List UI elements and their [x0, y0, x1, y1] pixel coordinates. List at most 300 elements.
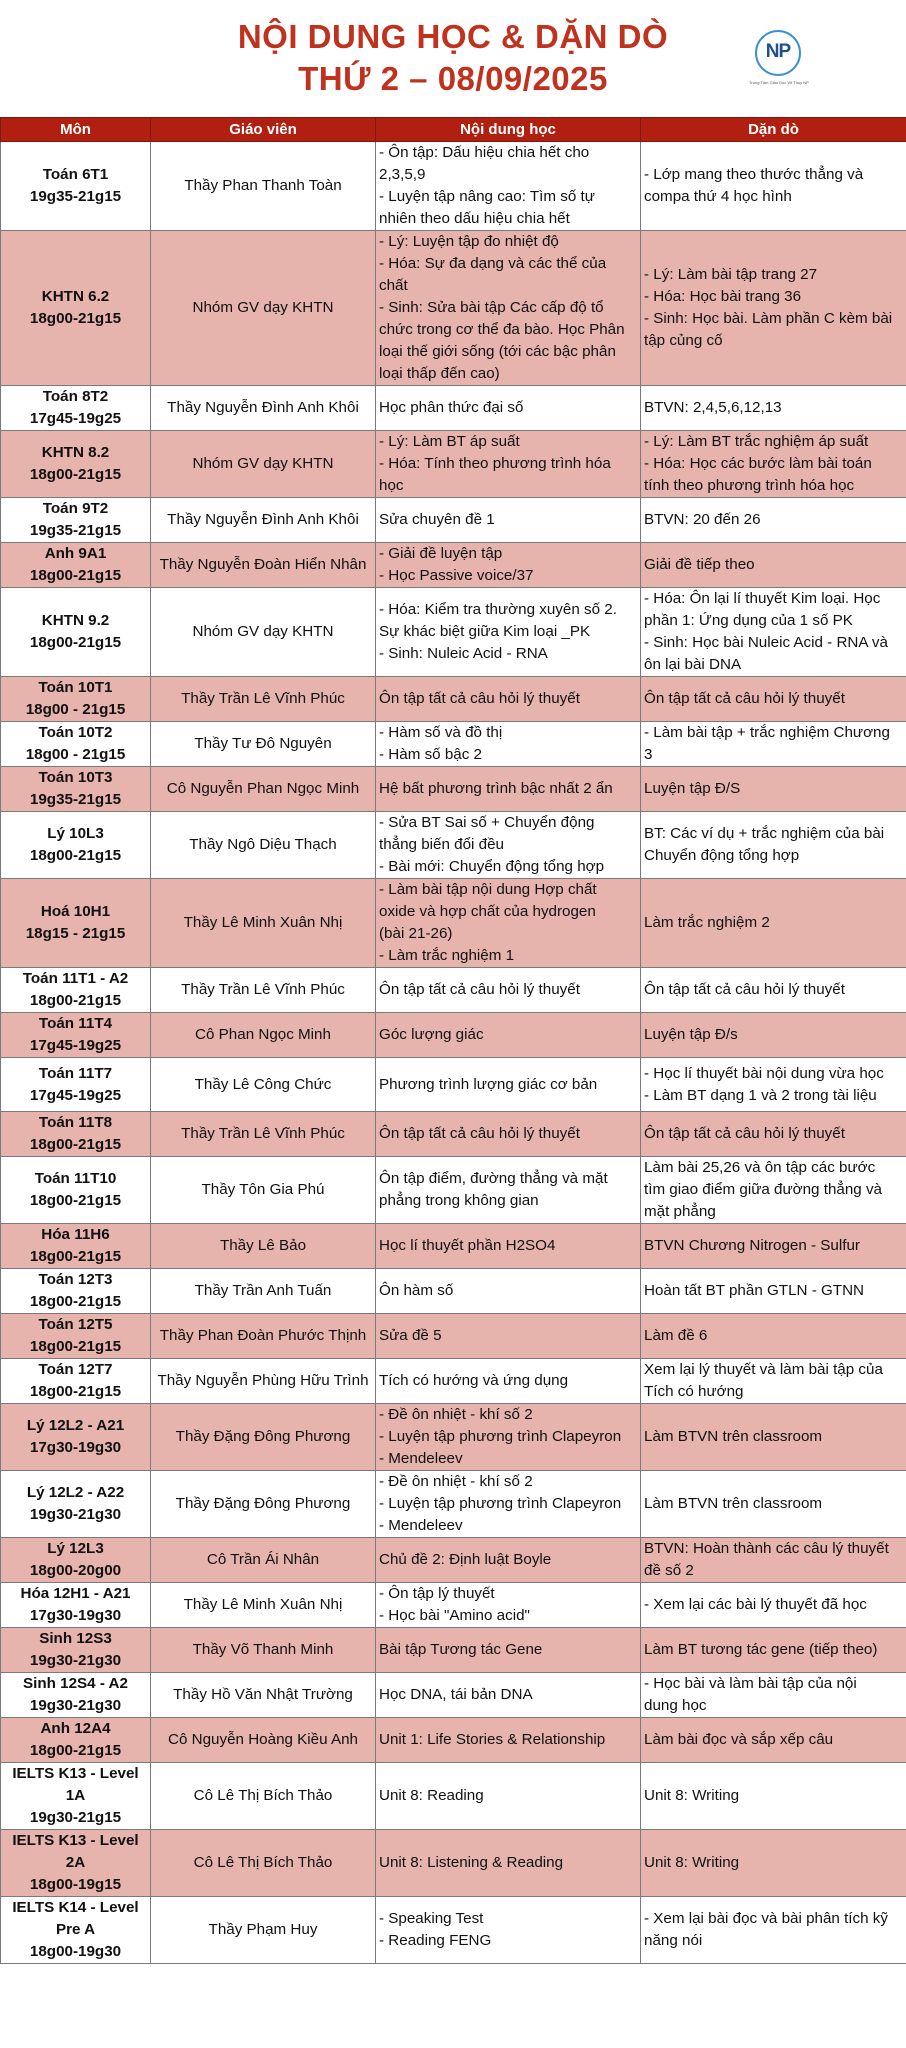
cell-line: nhiên theo dấu hiệu chia hết [379, 210, 570, 227]
cell-line: Luyện tập Đ/S [644, 780, 741, 797]
cell-teacher: Cô Nguyễn Phan Ngọc Minh [151, 767, 376, 812]
table-row [1, 543, 906, 588]
table-row [1, 879, 906, 968]
cell-content [376, 1058, 641, 1112]
cell-line: 18g00-21g15 [29, 992, 122, 1009]
cell-line: đề số 2 [644, 1562, 694, 1579]
cell-teacher: Thầy Võ Thanh Minh [151, 1628, 376, 1673]
cell-homework [641, 1157, 906, 1224]
cell-line: Học lí thuyết phần H2SO4 [379, 1237, 556, 1254]
cell-line: 18g00-21g15 [29, 1742, 122, 1759]
cell-line: năng nói [644, 1932, 703, 1949]
cell-line: 18g00-19g15 [29, 1876, 122, 1893]
cell-line: - Học bài và làm bài tập của nội [644, 1675, 857, 1692]
cell-line: 17g45-19g25 [29, 1037, 122, 1054]
cell-line: - Giải đề luyện tập [379, 545, 503, 562]
cell-line: Unit 8: Writing [644, 1787, 740, 1804]
cell-homework [641, 1897, 906, 1964]
table-header-row [1, 118, 906, 142]
cell-homework [641, 722, 906, 767]
cell-line: - Ôn tập: Dấu hiệu chia hết cho [379, 144, 590, 161]
cell-subject [1, 1538, 151, 1583]
cell-content [376, 722, 641, 767]
cell-teacher: Nhóm GV dạy KHTN [151, 231, 376, 386]
table-row [1, 1013, 906, 1058]
table-row [1, 142, 906, 231]
cell-subject [1, 879, 151, 968]
cell-line: IELTS K14 - Level [12, 1899, 139, 1916]
cell-content [376, 1763, 641, 1830]
cell-homework [641, 498, 906, 543]
cell-line: Toán 11T1 - A2 [22, 970, 129, 987]
cell-content [376, 1404, 641, 1471]
cell-homework [641, 1314, 906, 1359]
cell-line: 19g30-21g15 [29, 1809, 122, 1826]
cell-line: loại thế giới sống (tới các bậc phân [379, 343, 616, 360]
cell-content [376, 1013, 641, 1058]
cell-homework [641, 1058, 906, 1112]
cell-line: Bài tập Tương tác Gene [379, 1641, 543, 1658]
table-row [1, 386, 906, 431]
cell-line: Giải đề tiếp theo [644, 556, 755, 573]
cell-teacher: Cô Lê Thị Bích Thảo [151, 1830, 376, 1897]
cell-line: Phương trình lượng giác cơ bản [379, 1075, 598, 1093]
cell-line: 18g00-19g30 [29, 1943, 122, 1960]
cell-line: Toán 10T1 [38, 679, 113, 696]
cell-teacher: Thầy Nguyễn Đình Anh Khôi [151, 386, 376, 431]
table-row [1, 767, 906, 812]
cell-line: 18g00 - 21g15 [25, 746, 126, 763]
cell-line: 18g00-20g00 [29, 1562, 122, 1579]
cell-line: Hóa 12H1 - A21 [20, 1585, 131, 1602]
cell-teacher: Thầy Nguyễn Phùng Hữu Trình [151, 1359, 376, 1404]
cell-homework [641, 1673, 906, 1718]
cell-line: Toán 10T3 [38, 769, 113, 786]
cell-teacher: Thầy Lê Bảo [151, 1224, 376, 1269]
cell-line: tập củng cố [644, 332, 723, 349]
cell-subject [1, 231, 151, 386]
cell-line: mặt phẳng [644, 1203, 716, 1220]
cell-homework [641, 1269, 906, 1314]
cell-line: Chuyển động tổng hợp [644, 847, 800, 864]
cell-line: loại thấp đến cao) [379, 365, 500, 382]
cell-line: Học DNA, tái bản DNA [379, 1686, 533, 1703]
cell-line: - Mendeleev [379, 1450, 463, 1467]
cell-line: Học phân thức đại số [379, 399, 524, 416]
cell-line: Toán 11T10 [34, 1170, 117, 1187]
cell-line: Sửa chuyên đề 1 [379, 511, 495, 528]
cell-content [376, 1157, 641, 1224]
cell-line: - Lý: Làm bài tập trang 27 [644, 266, 818, 283]
cell-homework [641, 1718, 906, 1763]
cell-line: Hóa 11H6 [41, 1226, 110, 1243]
cell-line: 18g00-21g15 [29, 847, 122, 864]
cell-line: Làm bài 25,26 và ôn tập các bước [644, 1159, 876, 1176]
cell-line: thẳng biến đổi đều [379, 836, 504, 853]
cell-line: Lý 12L2 - A21 [26, 1417, 125, 1434]
cell-subject [1, 1471, 151, 1538]
cell-line: 18g15 - 21g15 [25, 925, 126, 942]
cell-line: Tích có hướng [644, 1383, 744, 1400]
cell-line: - Hóa: Ôn lại lí thuyết Kim loại. Học [644, 590, 881, 607]
cell-line: compa thứ 4 học hình [644, 188, 792, 205]
cell-line: Ôn tập tất cả câu hỏi lý thuyết [379, 1125, 580, 1142]
cell-teacher: Cô Phan Ngọc Minh [151, 1013, 376, 1058]
cell-line: - Học bài "Amino acid" [379, 1607, 530, 1624]
cell-content [376, 1224, 641, 1269]
column-header-teacher: Giáo viên [151, 118, 376, 142]
cell-subject [1, 1673, 151, 1718]
cell-line: Toán 11T4 [38, 1015, 113, 1032]
cell-subject [1, 1830, 151, 1897]
cell-line: Unit 8: Listening & Reading [379, 1854, 564, 1871]
table-row [1, 1897, 906, 1964]
cell-homework [641, 767, 906, 812]
cell-line: 18g00-21g15 [29, 567, 122, 584]
cell-line: - Hàm số bậc 2 [379, 746, 482, 763]
cell-line: Sự khác biệt giữa Kim loại _PK [379, 623, 591, 640]
cell-line: 18g00-21g15 [29, 466, 122, 483]
cell-subject [1, 588, 151, 677]
cell-line: 17g30-19g30 [29, 1439, 122, 1456]
cell-line: KHTN 6.2 [41, 288, 110, 305]
cell-teacher: Thầy Tư Đô Nguyên [151, 722, 376, 767]
cell-teacher: Thầy Nguyễn Đoàn Hiển Nhân [151, 543, 376, 588]
table-row [1, 1830, 906, 1897]
cell-teacher: Thầy Tôn Gia Phú [151, 1157, 376, 1224]
cell-line: Toán 11T7 [38, 1064, 113, 1082]
cell-subject [1, 812, 151, 879]
cell-line: 17g45-19g25 [29, 410, 122, 427]
cell-line: Làm trắc nghiệm 2 [644, 914, 770, 931]
table-row [1, 1359, 906, 1404]
cell-subject [1, 722, 151, 767]
cell-teacher: Thầy Lê Minh Xuân Nhị [151, 879, 376, 968]
cell-subject [1, 1112, 151, 1157]
cell-line: - Học Passive voice/37 [379, 567, 534, 584]
cell-line: - Đề ôn nhiệt - khí số 2 [379, 1406, 533, 1423]
cell-teacher: Cô Trần Ái Nhân [151, 1538, 376, 1583]
cell-line: Pre A [55, 1921, 96, 1938]
cell-line: 18g00 - 21g15 [25, 701, 126, 718]
cell-homework [641, 543, 906, 588]
cell-content [376, 1718, 641, 1763]
table-row [1, 968, 906, 1013]
cell-content [376, 1628, 641, 1673]
cell-line: - Luyện tập phương trình Clapeyron [379, 1495, 622, 1512]
cell-line: BTVN: Hoàn thành các câu lý thuyết [644, 1540, 889, 1557]
cell-teacher: Thầy Phan Đoàn Phước Thịnh [151, 1314, 376, 1359]
cell-content [376, 431, 641, 498]
cell-content [376, 879, 641, 968]
cell-teacher: Thầy Lê Công Chức [151, 1058, 376, 1112]
cell-teacher: Nhóm GV dạy KHTN [151, 588, 376, 677]
cell-line: Làm bài đọc và sắp xếp câu [644, 1731, 834, 1748]
cell-subject [1, 1583, 151, 1628]
cell-line: 1A [65, 1787, 86, 1804]
table-row [1, 677, 906, 722]
cell-homework [641, 431, 906, 498]
cell-line: - Lý: Làm BT áp suất [379, 433, 520, 450]
cell-line: 19g30-21g30 [29, 1506, 122, 1523]
cell-line: KHTN 8.2 [41, 444, 110, 461]
table-row [1, 1628, 906, 1673]
cell-content [376, 677, 641, 722]
cell-content [376, 543, 641, 588]
cell-line: BT: Các ví dụ + trắc nghiệm của bài [644, 825, 885, 842]
cell-line: IELTS K13 - Level [12, 1832, 139, 1849]
cell-line: 19g35-21g15 [29, 522, 122, 539]
cell-content [376, 968, 641, 1013]
logo-tagline: Trung Tâm Giáo Dục Võ Thụy NP [749, 80, 809, 85]
table-row [1, 1224, 906, 1269]
cell-content [376, 1673, 641, 1718]
table-row [1, 1718, 906, 1763]
cell-line: Toán 9T2 [42, 500, 109, 517]
table-row [1, 1538, 906, 1583]
cell-line: Hoá 10H1 [40, 903, 111, 920]
cell-homework [641, 1013, 906, 1058]
cell-teacher: Thầy Đặng Đông Phương [151, 1471, 376, 1538]
cell-line: - Hàm số và đồ thị [379, 724, 503, 741]
cell-content [376, 1314, 641, 1359]
cell-subject [1, 1404, 151, 1471]
cell-teacher: Thầy Trần Lê Vĩnh Phúc [151, 677, 376, 722]
table-row [1, 1673, 906, 1718]
cell-content [376, 1359, 641, 1404]
cell-homework [641, 879, 906, 968]
cell-line: 18g00-21g15 [29, 1248, 122, 1265]
cell-subject [1, 1269, 151, 1314]
cell-subject [1, 1718, 151, 1763]
cell-subject [1, 1157, 151, 1224]
cell-line: - Hóa: Sự đa dạng và các thể của [379, 255, 607, 272]
cell-content [376, 588, 641, 677]
cell-line: - Luyện tập nâng cao: Tìm số tự [379, 188, 595, 205]
cell-teacher: Thầy Trần Lê Vĩnh Phúc [151, 1112, 376, 1157]
cell-homework [641, 1538, 906, 1583]
table-row [1, 588, 906, 677]
table-row [1, 231, 906, 386]
cell-line: Làm BTVN trên classroom [644, 1428, 823, 1445]
cell-line: Luyện tập Đ/s [644, 1026, 738, 1043]
cell-content [376, 231, 641, 386]
cell-line: Toán 11T8 [38, 1114, 113, 1131]
cell-line: Xem lại lý thuyết và làm bài tập của [644, 1361, 883, 1378]
cell-line: 18g00-21g15 [29, 1192, 122, 1209]
table-row [1, 1058, 906, 1112]
cell-content [376, 1112, 641, 1157]
cell-line: tính theo phương trình hóa học [644, 477, 855, 494]
cell-homework [641, 968, 906, 1013]
cell-line: - Speaking Test [379, 1910, 484, 1927]
cell-line: 2,3,5,9 [379, 166, 426, 183]
cell-content [376, 1830, 641, 1897]
cell-line: tìm giao điểm giữa đường thẳng và [644, 1181, 882, 1198]
table-row [1, 1157, 906, 1224]
cell-line: - Lý: Luyện tập đo nhiệt độ [379, 233, 559, 250]
cell-homework [641, 1224, 906, 1269]
cell-line: Toán 12T3 [38, 1271, 113, 1288]
cell-line: - Sinh: Sửa bài tập Các cấp độ tổ [379, 299, 604, 316]
cell-line: 17g45-19g25 [29, 1086, 122, 1104]
cell-line: - Mendeleev [379, 1517, 463, 1534]
cell-teacher: Thầy Phạm Huy [151, 1897, 376, 1964]
table-row [1, 431, 906, 498]
cell-subject [1, 431, 151, 498]
cell-line: Sửa đề 5 [379, 1327, 442, 1344]
cell-line: - Lớp mang theo thước thẳng và [644, 166, 864, 183]
schedule-table [0, 117, 906, 1964]
cell-homework [641, 588, 906, 677]
cell-homework [641, 812, 906, 879]
cell-line: chức trong cơ thể đa bào. Học Phân [379, 321, 625, 338]
cell-line: Lý 12L2 - A22 [26, 1484, 125, 1501]
cell-teacher: Thầy Phan Thanh Toàn [151, 142, 376, 231]
cell-homework [641, 1830, 906, 1897]
cell-line: Toán 12T5 [38, 1316, 113, 1333]
cell-line: BTVN Chương Nitrogen - Sulfur [644, 1237, 860, 1254]
cell-line: Unit 1: Life Stories & Relationship [379, 1731, 606, 1748]
cell-homework [641, 1471, 906, 1538]
cell-line: - Sinh: Học bài Nuleic Acid - RNA và [644, 634, 888, 651]
cell-line: 17g30-19g30 [29, 1607, 122, 1624]
cell-content [376, 1897, 641, 1964]
cell-teacher: Thầy Trần Lê Vĩnh Phúc [151, 968, 376, 1013]
cell-line: 19g30-21g30 [29, 1652, 122, 1669]
cell-line: Tích có hướng và ứng dụng [379, 1372, 569, 1389]
cell-line: Làm BTVN trên classroom [644, 1495, 823, 1512]
cell-subject [1, 1763, 151, 1830]
cell-line: Ôn hàm số [379, 1282, 454, 1299]
cell-line: - Ôn tập lý thuyết [379, 1585, 495, 1602]
cell-line: Ôn tập điểm, đường thẳng và mặt [379, 1170, 608, 1187]
cell-line: Toán 8T2 [42, 388, 109, 405]
cell-homework [641, 1404, 906, 1471]
column-header-homework: Dặn dò [641, 118, 906, 142]
cell-teacher: Thầy Ngô Diệu Thạch [151, 812, 376, 879]
cell-line: 18g00-21g15 [29, 634, 122, 651]
cell-line: Toán 12T7 [38, 1361, 113, 1378]
cell-homework [641, 231, 906, 386]
cell-line: Anh 12A4 [40, 1720, 111, 1737]
cell-line: 18g00-21g15 [29, 1293, 122, 1310]
cell-subject [1, 543, 151, 588]
cell-line: Sinh 12S4 - A2 [23, 1675, 128, 1692]
cell-line: oxide và hợp chất của hydrogen [379, 903, 596, 920]
table-body [1, 142, 906, 1964]
table-row [1, 1763, 906, 1830]
cell-line: Ôn tập tất cả câu hỏi lý thuyết [644, 981, 845, 998]
cell-line: - Làm trắc nghiệm 1 [379, 947, 515, 964]
cell-line: Anh 9A1 [44, 545, 107, 562]
cell-line: Chủ đề 2: Định luật Boyle [379, 1551, 552, 1568]
cell-line: Hệ bất phương trình bậc nhất 2 ẩn [379, 780, 613, 797]
cell-line: 19g35-21g15 [29, 791, 122, 808]
table-row [1, 1112, 906, 1157]
cell-line: Làm đề 6 [644, 1327, 708, 1344]
cell-content [376, 386, 641, 431]
cell-line: Sinh 12S3 [39, 1630, 112, 1647]
cell-line: - Làm bài tập nội dung Hợp chất [379, 881, 597, 898]
cell-line: - Luyện tập phương trình Clapeyron [379, 1428, 622, 1445]
cell-subject [1, 1013, 151, 1058]
cell-line: Ôn tập tất cả câu hỏi lý thuyết [379, 981, 580, 998]
cell-teacher: Cô Nguyễn Hoàng Kiều Anh [151, 1718, 376, 1763]
logo-monogram: NP [765, 41, 791, 62]
cell-homework [641, 677, 906, 722]
cell-teacher: Thầy Đặng Đông Phương [151, 1404, 376, 1471]
cell-homework [641, 386, 906, 431]
cell-line: - Hóa: Học bài trang 36 [644, 288, 802, 305]
cell-subject [1, 1628, 151, 1673]
cell-line: Ôn tập tất cả câu hỏi lý thuyết [644, 690, 845, 707]
cell-line: Hoàn tất BT phần GTLN - GTNN [644, 1282, 865, 1299]
column-header-subject: Môn [1, 118, 151, 142]
cell-homework [641, 1763, 906, 1830]
cell-line: Unit 8: Writing [644, 1854, 740, 1871]
cell-line: phần 1: Ứng dụng của 1 số PK [644, 612, 853, 629]
table-row [1, 1583, 906, 1628]
cell-line: Ôn tập tất cả câu hỏi lý thuyết [379, 690, 580, 707]
page-date: THỨ 2 – 08/09/2025 [298, 60, 608, 97]
cell-line: Toán 6T1 [42, 166, 109, 183]
table-row [1, 722, 906, 767]
table-row [1, 1471, 906, 1538]
page-header [0, 0, 906, 117]
cell-homework [641, 1112, 906, 1157]
cell-subject [1, 142, 151, 231]
cell-subject [1, 1897, 151, 1964]
cell-line: Toán 10T2 [38, 724, 113, 741]
cell-teacher: Thầy Hồ Văn Nhật Trường [151, 1673, 376, 1718]
cell-subject [1, 1359, 151, 1404]
cell-line: (bài 21-26) [379, 925, 453, 942]
cell-line: Làm BT tương tác gene (tiếp theo) [644, 1641, 878, 1658]
cell-line: 18g00-21g15 [29, 1338, 122, 1355]
table-row [1, 498, 906, 543]
cell-line: học [379, 477, 404, 494]
cell-line: Lý 12L3 [47, 1540, 104, 1557]
cell-line: - Sinh: Học bài. Làm phần C kèm bài [644, 310, 893, 327]
cell-content [376, 1471, 641, 1538]
cell-line: - Xem lại bài đọc và bài phân tích kỹ [644, 1910, 888, 1927]
cell-subject [1, 498, 151, 543]
cell-teacher: Thầy Lê Minh Xuân Nhị [151, 1583, 376, 1628]
cell-line: - Reading FENG [379, 1932, 492, 1949]
cell-line: BTVN: 2,4,5,6,12,13 [644, 399, 782, 416]
cell-line: - Xem lại các bài lý thuyết đã học [644, 1596, 867, 1613]
cell-subject [1, 386, 151, 431]
cell-line: dung học [644, 1697, 707, 1714]
cell-line: IELTS K13 - Level [12, 1765, 139, 1782]
cell-subject [1, 767, 151, 812]
cell-content [376, 767, 641, 812]
cell-line: Ôn tập tất cả câu hỏi lý thuyết [644, 1125, 845, 1142]
cell-line: 19g30-21g30 [29, 1697, 122, 1714]
cell-subject [1, 1058, 151, 1112]
cell-subject [1, 1224, 151, 1269]
cell-line: KHTN 9.2 [41, 612, 110, 629]
cell-line: - Bài mới: Chuyển động tổng hợp [379, 858, 605, 875]
cell-subject [1, 1314, 151, 1359]
cell-subject [1, 968, 151, 1013]
cell-teacher: Cô Lê Thị Bích Thảo [151, 1763, 376, 1830]
cell-line: 19g35-21g15 [29, 188, 122, 205]
cell-line: chất [379, 277, 408, 294]
cell-line: Góc lượng giác [379, 1026, 484, 1043]
column-header-content: Nội dung học [376, 118, 641, 142]
